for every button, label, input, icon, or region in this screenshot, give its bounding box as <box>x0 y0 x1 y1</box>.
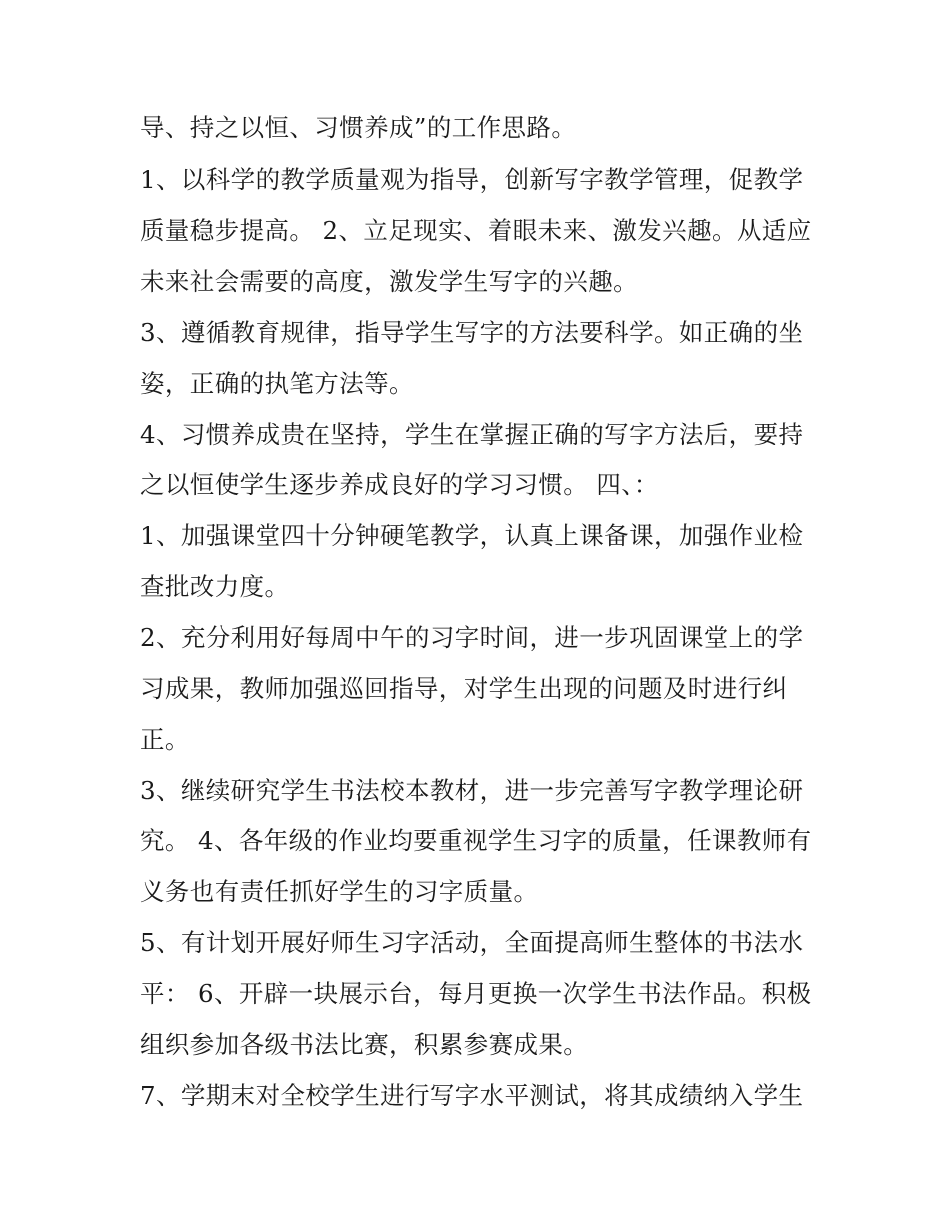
text-line: 之以恒使学生逐步养成良好的学习习惯。 四、： <box>140 470 659 499</box>
text-line: 7、学期末对全校学生进行写字水平测试，将其成绩纳入学生 <box>140 1081 804 1110</box>
text-line: 3、遵循教育规律，指导学生写字的方法要科学。如正确的坐 <box>140 318 804 347</box>
text-line: 1、加强课堂四十分钟硬笔教学，认真上课备课，加强作业检 <box>140 521 804 550</box>
text-line: 3、继续研究学生书法校本教材，进一步完善写字教学理论研 <box>140 776 804 805</box>
text-line: 组织参加各级书法比赛，积累参赛成果。 <box>140 1030 589 1059</box>
text-line: 质量稳步提高。 2、立足现实、着眼未来、激发兴趣。从适应 <box>140 216 812 245</box>
text-line: 义务也有责任抓好学生的习字质量。 <box>140 877 539 906</box>
text-line: 2、充分利用好每周中午的习字时间，进一步巩固课堂上的学 <box>140 623 804 652</box>
text-line: 正。 <box>140 725 190 754</box>
text-line: 究。 4、各年级的作业均要重视学生习字的质量，任课教师有 <box>140 826 812 855</box>
text-line: 平： 6、开辟一块展示台，每月更换一次学生书法作品。积极 <box>140 979 812 1008</box>
text-line: 未来社会需要的高度，激发学生写字的兴趣。 <box>140 267 638 296</box>
text-line: 习成果，教师加强巡回指导，对学生出现的问题及时进行纠 <box>140 674 788 703</box>
text-line: 1、以科学的教学质量观为指导，创新写字教学管理，促教学 <box>140 165 804 194</box>
text-line: 姿，正确的执笔方法等。 <box>140 369 414 398</box>
text-line: 查批改力度。 <box>140 572 290 601</box>
text-line: 4、习惯养成贵在坚持，学生在掌握正确的写字方法后，要持 <box>140 420 804 449</box>
text-line: 5、有计划开展好师生习字活动，全面提高师生整体的书法水 <box>140 928 804 957</box>
text-line: 导、持之以恒、习惯养成”的工作思路。 <box>140 113 577 142</box>
